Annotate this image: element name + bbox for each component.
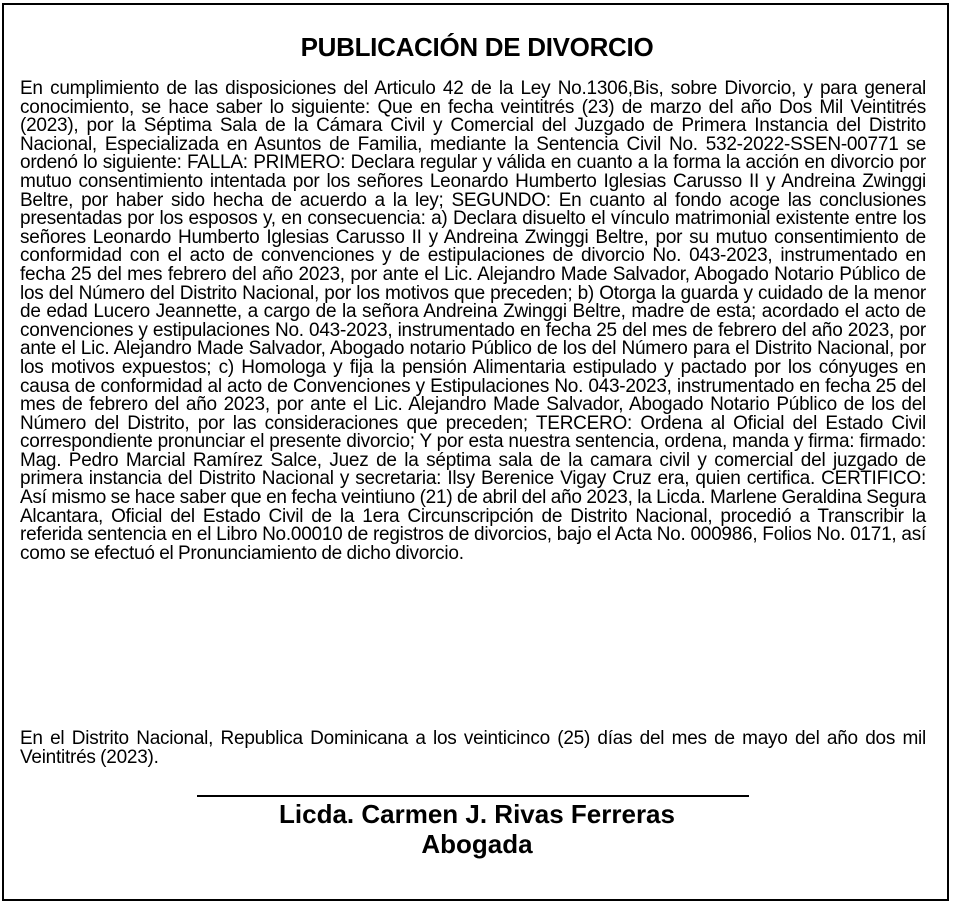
signatory-role: Abogada xyxy=(421,829,533,859)
notice-body: En cumplimiento de las disposiciones del Articulo 42 de la Ley No.1306,Bis, sobre Divorcio, y para general conocimiento, se hace saber lo siguiente: Que en fecha veintitrés (23) de marzo del año Dos Mil Veintitrés (2023), por la Séptima Sala de la Cámara Civil y Comercial del Juzgado de Primera Instancia del Distrito Nacional, Especializada en Asuntos de Familia, mediante la Sentencia Civil No. 532-2022-SSEN-00771 se ordenó lo siguiente: FALLA: PRIMERO: Declara regular y válida en cuanto a la forma la acción en divorcio por mutuo consentimiento intentada por los señores Leonardo Humberto Iglesias Carusso II y Andreina Zwinggi Beltre, por haber sido hecha de acuerdo a la ley; SEGUNDO: En cuanto al fondo acoge las conclusiones presentadas por los esposos y, en consecuencia: a) Declara disuelto el vínculo matrimonial existente entre los señores Leonardo Humberto Iglesias Carusso II y Andreina Zwinggi Beltre, por su mutuo consentimiento de conformidad con el acto de convenciones y de estipulaciones de divorcio No. 043-2023, instrumentado en fecha 25 del mes febrero del año 2023, por ante el Lic. Alejandro Made Salvador, Abogado Notario Público de los del Número del Distrito Nacional, por los motivos que preceden; b) Otorga la guarda y cuidado de la menor de edad Lucero Jeannette, a cargo de la señora Andreina Zwinggi Beltre, madre de esta; acordado el acto de convenciones y estipulaciones No. 043-2023, instrumentado en fecha 25 del mes de febrero del año 2023, por ante el Lic. Alejandro Made Salvador, Abogado notario Público de los del Número para el Distrito Nacional, por los motivos expuestos; c) Homologa y fija la pensión Alimentaria estipulado y pactado por los cónyuges en causa de conformidad al acto de Convenciones y Estipulaciones No. 043-2023, instrumentado en fecha 25 del mes de febrero del año 2023, por ante el Lic. Alejandro Made Salvador, Abogado Notario Público de los del Número del Distrito, por las consideraciones que preceden; TERCERO: Ordena al Oficial del Estado Civil correspondiente pronunciar el presente divorcio; Y por esta nuestra sentencia, ordena, manda y firma: firmado: Mag. Pedro Marcial Ramírez Salce, Juez de la séptima sala de la camara civil y comercial del juzgado de primera instancia del Distrito Nacional y secretaria: Ilsy Berenice Vigay Cruz era, quien certifica. CERTIFICO: Así mismo se hace saber que en fecha veintiuno (21) de abril del año 2023, la Licda. Marlene Geraldina Segura Alcantara, Oficial del Estado Civil de la 1era Circunscripción de Distrito Nacional, procedió a Transcribir la referida sentencia en el Libro No.00010 de registros de divorcios, bajo el Acta No. 000986, Folios No. 0171, así como se efectuó el Pronunciamiento de dicho divorcio. xyxy=(20,78,926,564)
notice-title: PUBLICACIÓN DE DIVORCIO xyxy=(300,32,654,62)
signature-line xyxy=(197,795,749,797)
notice-closing: En el Distrito Nacional, Republica Dominicana a los veinticinco (25) días del mes de mayo del año dos mil Veintitrés (2023). xyxy=(20,728,926,768)
signatory-name: Licda. Carmen J. Rivas Ferreras xyxy=(279,799,675,829)
